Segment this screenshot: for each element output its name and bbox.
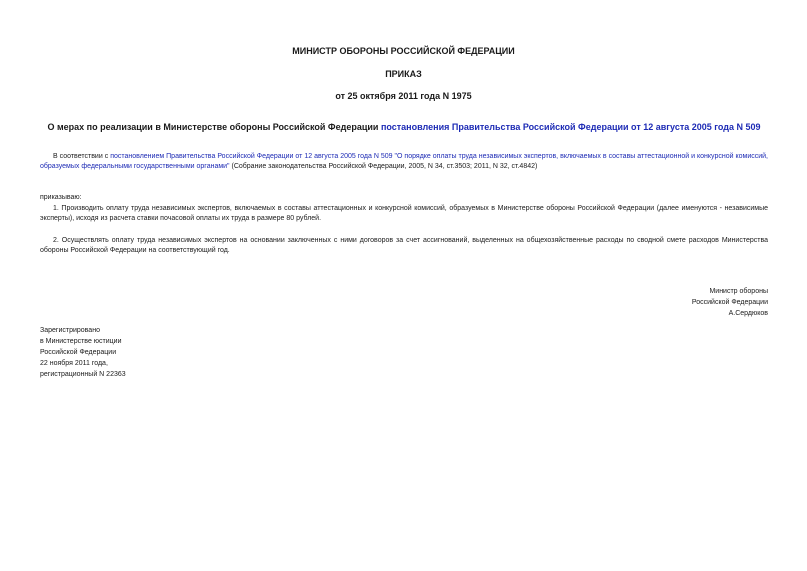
signature-country: Российской Федерации bbox=[691, 299, 768, 306]
registration-line: в Министерстве юстиции bbox=[40, 338, 122, 345]
document-type: ПРИКАЗ bbox=[385, 69, 422, 79]
intro-paragraph bbox=[40, 152, 768, 172]
order-item-1: 1. Производить оплату труда независимых экспертов, включаемых в составы аттестационных и конкурсной комиссий, образуемых в Министерстве обороны Российской Федерации (далее именуются - независимые эксперты), исходя из расчета ставки почасовой оплаты их труда в размере 80 рублей. bbox=[40, 205, 768, 222]
intro-suffix: (Собрание законодательства Российской Федерации, 2005, N 34, ст.3503; 2011, N 32, ст.4842) bbox=[229, 163, 538, 170]
document-subject bbox=[40, 122, 768, 133]
registration-date: 22 ноября 2011 года, bbox=[40, 360, 108, 367]
document-date-number: от 25 октября 2011 года N 1975 bbox=[335, 91, 472, 101]
subject-prefix: О мерах по реализации в Министерстве обороны Российской Федерации bbox=[47, 122, 381, 132]
orders-line: приказываю: bbox=[40, 194, 82, 201]
intro-link[interactable]: постановлением Правительства Российской Федерации от 12 августа 2005 года N 509 "О порядке оплаты труда независимых экспертов, включаемых в составы аттестационной и конкурсной комиссий, образуемых федеральными государственными органами" bbox=[40, 153, 768, 170]
registration-line: Российской Федерации bbox=[40, 349, 117, 356]
registration-number: регистрационный N 22363 bbox=[40, 371, 126, 378]
intro-prefix: В соответствии с bbox=[53, 153, 111, 160]
order-item-2: 2. Осуществлять оплату труда независимых экспертов на основании заключенных с ними договоров за счет ассигнований, выделенных на общехозяйственные расходы по сводной смете расходов Министерства обороны Российской Федерации на соответствующий год. bbox=[40, 237, 768, 254]
signature-name: А.Сердюков bbox=[728, 310, 768, 317]
subject-link[interactable]: постановления Правительства Российской Федерации от 12 августа 2005 года N 509 bbox=[380, 122, 761, 132]
registration-line: Зарегистрировано bbox=[40, 327, 100, 334]
signature-position: Министр обороны bbox=[709, 288, 768, 295]
ministry-title: МИНИСТР ОБОРОНЫ РОССИЙСКОЙ ФЕДЕРАЦИИ bbox=[292, 46, 515, 56]
